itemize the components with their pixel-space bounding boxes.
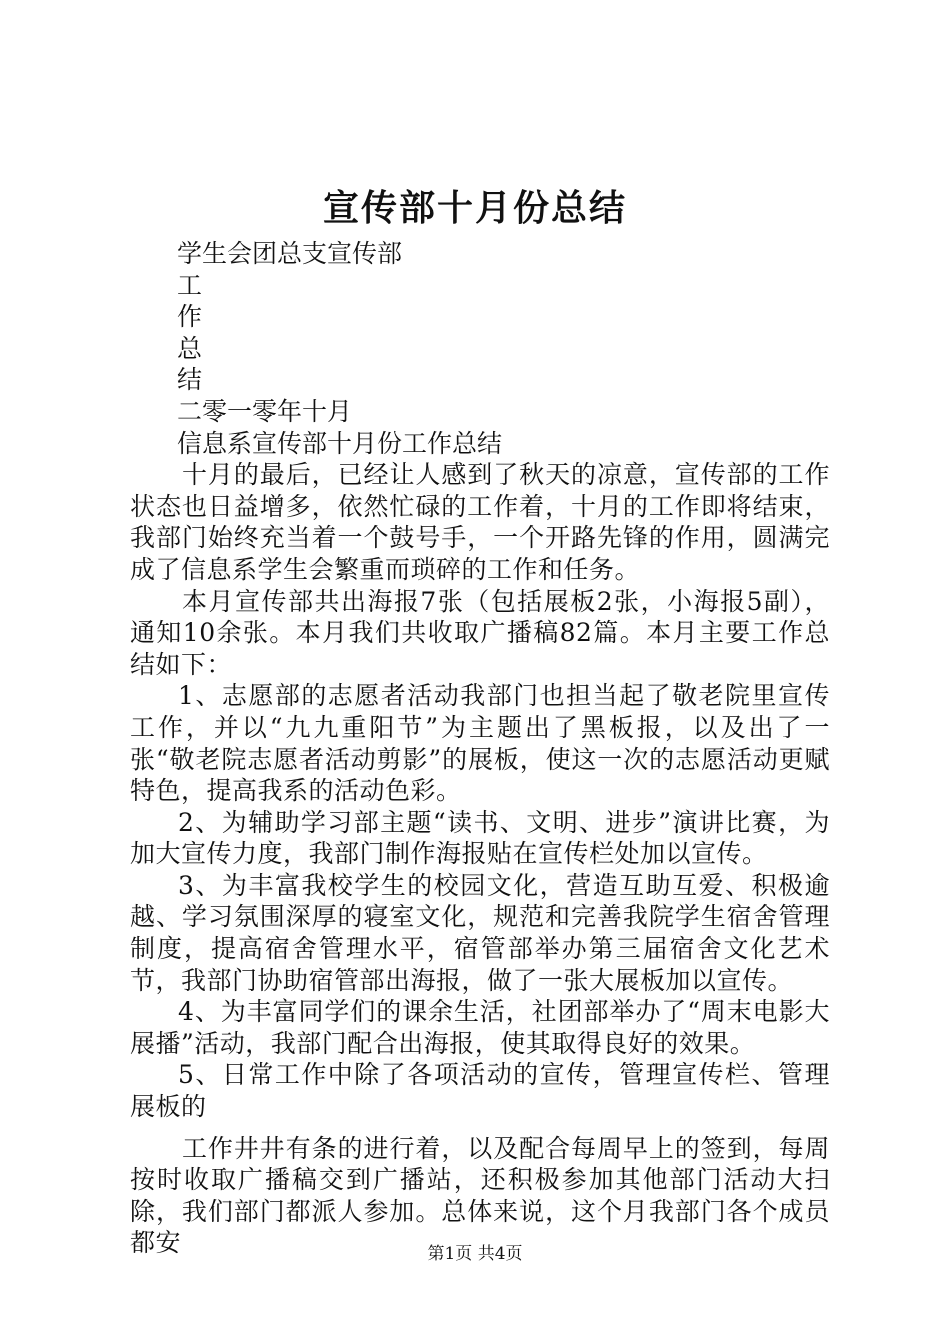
paragraph-continuation: 工作井井有条的进行着，以及配合每周早上的签到，每周按时收取广播稿交到广播站，还积极参加其他部门活动大扫除，我们部门都派人参加。总体来说，这个月我部门各个成员都安 — [130, 1133, 830, 1258]
header-line-subtitle: 信息系宣传部十月份工作总结 — [177, 428, 503, 458]
paragraph-item-5: 5、日常工作中除了各项活动的宣传，管理宣传栏、管理展板的 — [130, 1060, 830, 1122]
paragraph-item-4: 4、为丰富同学们的课余生活，社团部举办了“周末电影大展播”活动，我部门配合出海报，使其取得良好的效果。 — [130, 997, 830, 1058]
paragraph-item-2: 2、为辅助学习部主题“读书、文明、进步”演讲比赛，为加大宣传力度，我部门制作海报贴在宣传栏处加以宣传。 — [130, 807, 830, 869]
header-line-date: 二零一零年十月 — [177, 396, 353, 426]
page-number-footer: 第1页 共4页 — [427, 1244, 523, 1264]
header-line-department: 学生会团总支宣传部 — [177, 239, 403, 268]
header-line-zong: 总 — [177, 333, 203, 363]
header-line-jie: 结 — [177, 365, 203, 395]
header-line-zuo: 作 — [177, 302, 203, 332]
paragraph-intro: 十月的最后，已经让人感到了秋天的凉意，宣传部的工作状态也日益增多，依然忙碌的工作着，十月的工作即将结束，我部门始终充当着一个鼓号手，一个开路先锋的作用，圆满完成了信息系学生会繁重而琐碎的工作和任务。 — [130, 460, 830, 584]
document-body — [130, 238, 830, 1259]
document-title: 宣传部十月份总结 — [322, 187, 627, 229]
paragraph-item-1: 1、志愿部的志愿者活动我部门也担当起了敬老院里宣传工作，并以“九九重阳节”为主题出了黑板报，以及出了一张“敬老院志愿者活动剪影”的展板，使这一次的志愿活动更赋特色，提高我系的活动色彩。 — [130, 681, 830, 806]
header-line-gong: 工 — [177, 270, 203, 300]
paragraph-item-3: 3、为丰富我校学生的校园文化，营造互助互爱、积极逾越、学习氛围深厚的寝室文化，规范和完善我院学生宿舍管理制度，提高宿舍管理水平，宿管部举办第三届宿舍文化艺术节，我部门协助宿管部出海报，做了一张大展板加以宣传。 — [130, 870, 830, 995]
paragraph-summary: 本月宣传部共出海报7张（包括展板2张，小海报5副），通知10余张。本月我们共收取广播稿82篇。本月主要工作总结如下： — [130, 586, 830, 679]
